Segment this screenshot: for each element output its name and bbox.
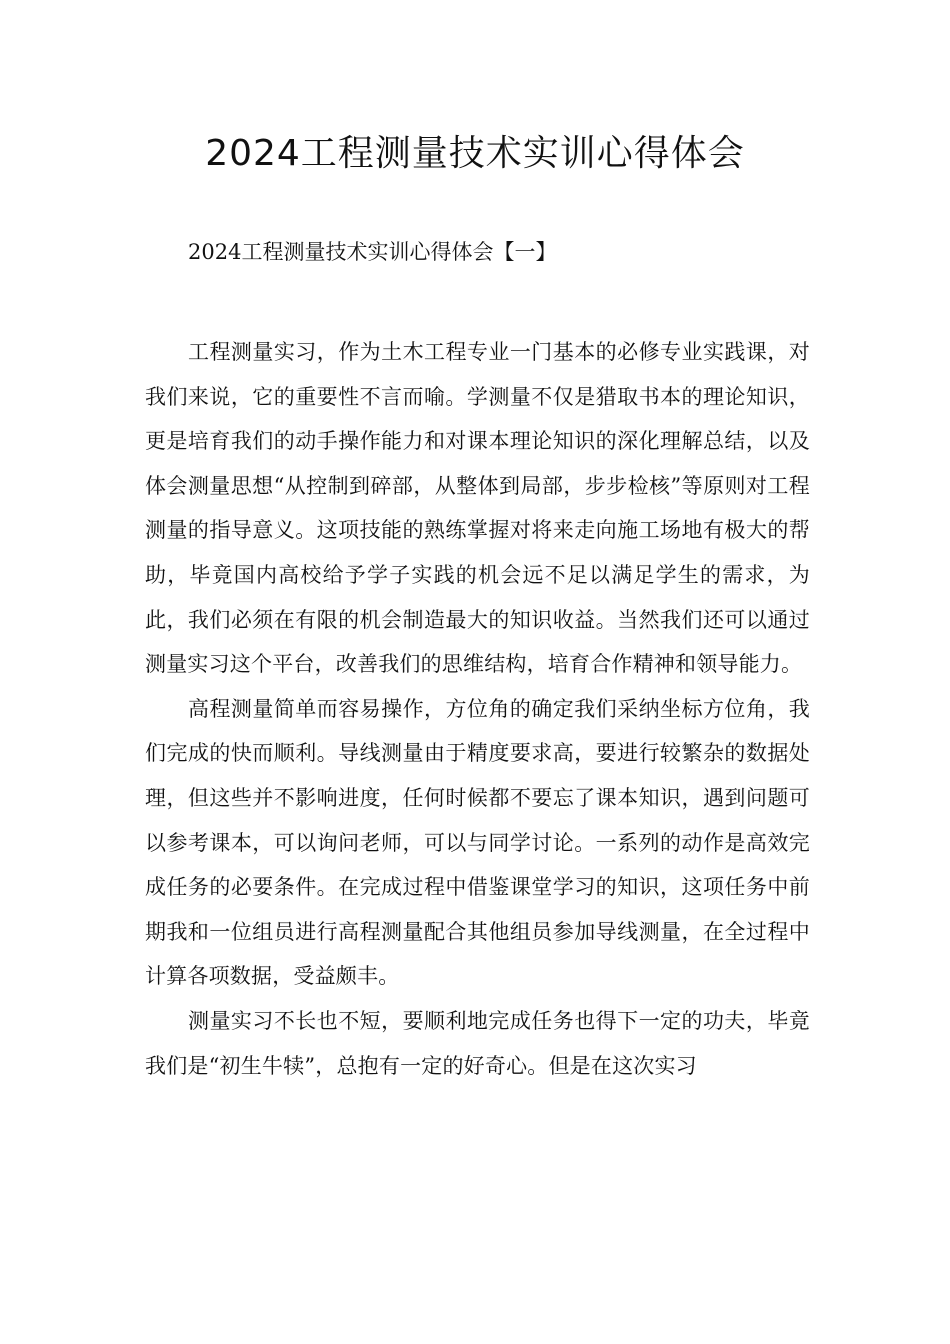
document-body: [145, 330, 810, 1088]
section-heading: 2024工程测量技术实训心得体会【一】: [188, 240, 557, 264]
paragraph: 高程测量简单而容易操作，方位角的确定我们采纳坐标方位角，我们完成的快而顺利。导线测量由于精度要求高，要进行较繁杂的数据处理，但这些并不影响进度，任何时候都不要忘了课本知识，遇到问题可以参考课本，可以询问老师，可以与同学讨论。一系列的动作是高效完成任务的必要条件。在完成过程中借鉴课堂学习的知识，这项任务中前期我和一位组员进行高程测量配合其他组员参加导线测量，在全过程中计算各项数据，受益颇丰。: [145, 696, 810, 989]
paragraph: 工程测量实习，作为土木工程专业一门基本的必修专业实践课，对我们来说，它的重要性不言而喻。学测量不仅是猎取书本的理论知识，更是培育我们的动手操作能力和对课本理论知识的深化理解总结，以及体会测量思想“从控制到碎部，从整体到局部，步步检核”等原则对工程测量的指导意义。这项技能的熟练掌握对将来走向施工场地有极大的帮助，毕竟国内高校给予学子实践的机会远不足以满足学生的需求，为此，我们必须在有限的机会制造最大的知识收益。当然我们还可以通过测量实习这个平台，改善我们的思维结构，培育合作精神和领导能力。: [145, 340, 810, 677]
document-title: 2024工程测量技术实训心得体会: [205, 133, 745, 174]
paragraph: 测量实习不长也不短，要顺利地完成任务也得下一定的功夫，毕竟我们是“初生牛犊”，总抱有一定的好奇心。但是在这次实习: [145, 1008, 810, 1078]
